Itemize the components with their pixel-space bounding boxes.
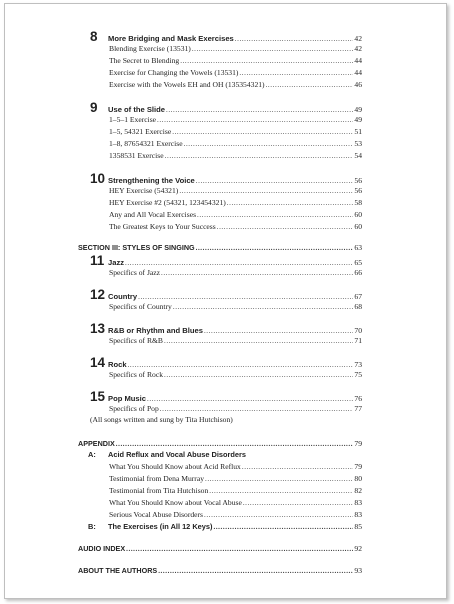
- page-number: 51: [354, 127, 362, 136]
- toc-entry[interactable]: [109, 509, 362, 520]
- toc-entry[interactable]: [109, 79, 362, 90]
- entry-label: HEY Exercise #2 (54321, 123454321): [109, 198, 226, 207]
- appendix-title: Acid Reflux and Vocal Abuse Disorders: [108, 450, 246, 459]
- entry-label: Exercise for Changing the Vowels (13531): [109, 68, 239, 77]
- page-number: 76: [354, 394, 362, 403]
- page-number: 63: [354, 243, 362, 252]
- page-number: 66: [354, 268, 362, 277]
- toc-entry[interactable]: [109, 55, 362, 66]
- page-number: 44: [354, 56, 362, 65]
- section-title: AUDIO INDEX: [78, 544, 126, 553]
- toc-section[interactable]: [78, 543, 362, 554]
- chapter-number: 15: [90, 389, 106, 404]
- page-number: 71: [354, 336, 362, 345]
- toc-entry[interactable]: [109, 473, 362, 484]
- toc-entry[interactable]: [109, 209, 362, 220]
- chapter-number: 13: [90, 321, 106, 336]
- chapter-title: R&B or Rhythm and Blues: [108, 326, 203, 335]
- page-number: 60: [354, 210, 362, 219]
- section-title: APPENDIX: [78, 439, 115, 448]
- page-number: 56: [354, 186, 362, 195]
- page-number: 77: [354, 404, 362, 413]
- entry-label: Blending Exercise (13531): [109, 44, 191, 53]
- appendix-letter: B:: [88, 522, 96, 531]
- page-number: 46: [354, 80, 362, 89]
- entry-label: 1358531 Exercise: [109, 151, 164, 160]
- chapter-number: 9: [90, 100, 98, 115]
- toc-entry[interactable]: [109, 485, 362, 496]
- page-number: 42: [354, 34, 362, 43]
- page-number: 53: [354, 139, 362, 148]
- entry-label: What You Should Know about Vocal Abuse: [109, 498, 242, 507]
- appendix-letter: A:: [88, 450, 96, 459]
- chapter-title: Country: [108, 292, 138, 301]
- entry-label: Specifics of Country: [109, 302, 172, 311]
- entry-label: Specifics of Rock: [109, 370, 163, 379]
- entry-label: 1–5–1 Exercise: [109, 115, 157, 124]
- toc-appendix-heading[interactable]: [88, 521, 362, 532]
- page-number: 67: [354, 292, 362, 301]
- page-number: 75: [354, 370, 362, 379]
- toc-section[interactable]: [78, 438, 362, 449]
- entry-label: 1–8, 87654321 Exercise: [109, 139, 183, 148]
- page-number: 49: [354, 115, 362, 124]
- toc-entry[interactable]: [109, 221, 362, 232]
- page-number: 44: [354, 68, 362, 77]
- page-number: 79: [354, 462, 362, 471]
- page-number: 79: [354, 439, 362, 448]
- section-title: ABOUT THE AUTHORS: [78, 566, 158, 575]
- page-number: 58: [354, 198, 362, 207]
- entry-label: Specifics of Jazz: [109, 268, 161, 277]
- entry-label: Specifics of Pop: [109, 404, 159, 413]
- page-number: 42: [354, 44, 362, 53]
- chapter-title: Pop Music: [108, 394, 146, 403]
- entry-label: Specifics of R&B: [109, 336, 163, 345]
- chapter-title: Rock: [108, 360, 127, 369]
- page-number: 73: [354, 360, 362, 369]
- toc-entry[interactable]: [109, 461, 362, 472]
- toc-section[interactable]: [78, 242, 362, 253]
- toc-section[interactable]: [78, 565, 362, 576]
- entry-label: Serious Vocal Abuse Disorders: [109, 510, 204, 519]
- entry-label: Exercise with the Vowels EH and OH (135354321): [109, 80, 265, 89]
- entry-label: 1–5, 54321 Exercise: [109, 127, 172, 136]
- toc-entry[interactable]: [109, 301, 362, 312]
- page-number: 49: [354, 105, 362, 114]
- toc-entry[interactable]: [109, 267, 362, 278]
- page-number: 92: [354, 544, 362, 553]
- entry-label: Any and All Vocal Exercises: [109, 210, 197, 219]
- toc-entry[interactable]: [109, 497, 362, 508]
- toc-entry[interactable]: [109, 369, 362, 380]
- toc-entry[interactable]: [109, 114, 362, 125]
- page-number: 80: [354, 474, 362, 483]
- toc-entry[interactable]: [109, 126, 362, 137]
- toc-entry[interactable]: [109, 138, 362, 149]
- page-number: 65: [354, 258, 362, 267]
- toc-entry[interactable]: [109, 197, 362, 208]
- chapter-title: Use of the Slide: [108, 105, 165, 114]
- page-number: 60: [354, 222, 362, 231]
- page-number: 82: [354, 486, 362, 495]
- entry-label: The Greatest Keys to Your Success: [109, 222, 216, 231]
- toc-entry[interactable]: [109, 150, 362, 161]
- toc-entry[interactable]: [109, 67, 362, 78]
- chapter-title: More Bridging and Mask Exercises: [108, 34, 234, 43]
- page-number: 83: [354, 498, 362, 507]
- chapter-title: Jazz: [108, 258, 125, 267]
- toc-entry[interactable]: [109, 185, 362, 196]
- entry-label: What You Should Know about Acid Reflux: [109, 462, 241, 471]
- chapter-title: Strengthening the Voice: [108, 176, 195, 185]
- page-number: 93: [354, 566, 362, 575]
- page-number: 68: [354, 302, 362, 311]
- chapter-number: 14: [90, 355, 106, 370]
- chapter-number: 10: [90, 171, 106, 186]
- chapter-number: 12: [90, 287, 106, 302]
- page-number: 70: [354, 326, 362, 335]
- entry-label: The Secret to Blending: [109, 56, 180, 65]
- entry-label: HEY Exercise (54321): [109, 186, 179, 195]
- page-number: 83: [354, 510, 362, 519]
- section-title: SECTION III: STYLES OF SINGING: [78, 243, 195, 252]
- chapter-number: 11: [90, 253, 105, 268]
- entry-label: Testimonial from Tita Hutchison: [109, 486, 209, 495]
- toc-entry[interactable]: [109, 335, 362, 346]
- page-number: 54: [354, 151, 362, 160]
- table-of-contents: [5, 4, 446, 598]
- appendix-title: The Exercises (in All 12 Keys): [108, 522, 213, 531]
- toc-entry[interactable]: [109, 403, 362, 414]
- toc-entry[interactable]: [109, 43, 362, 54]
- page-number: 85: [354, 522, 362, 531]
- page-number: 56: [354, 176, 362, 185]
- entry-label: Testimonial from Dena Murray: [109, 474, 204, 483]
- toc-appendix-heading[interactable]: [88, 449, 362, 460]
- toc-page: [4, 3, 447, 599]
- chapter-number: 8: [90, 29, 98, 44]
- songs-note: (All songs written and sung by Tita Hutchison): [90, 415, 233, 424]
